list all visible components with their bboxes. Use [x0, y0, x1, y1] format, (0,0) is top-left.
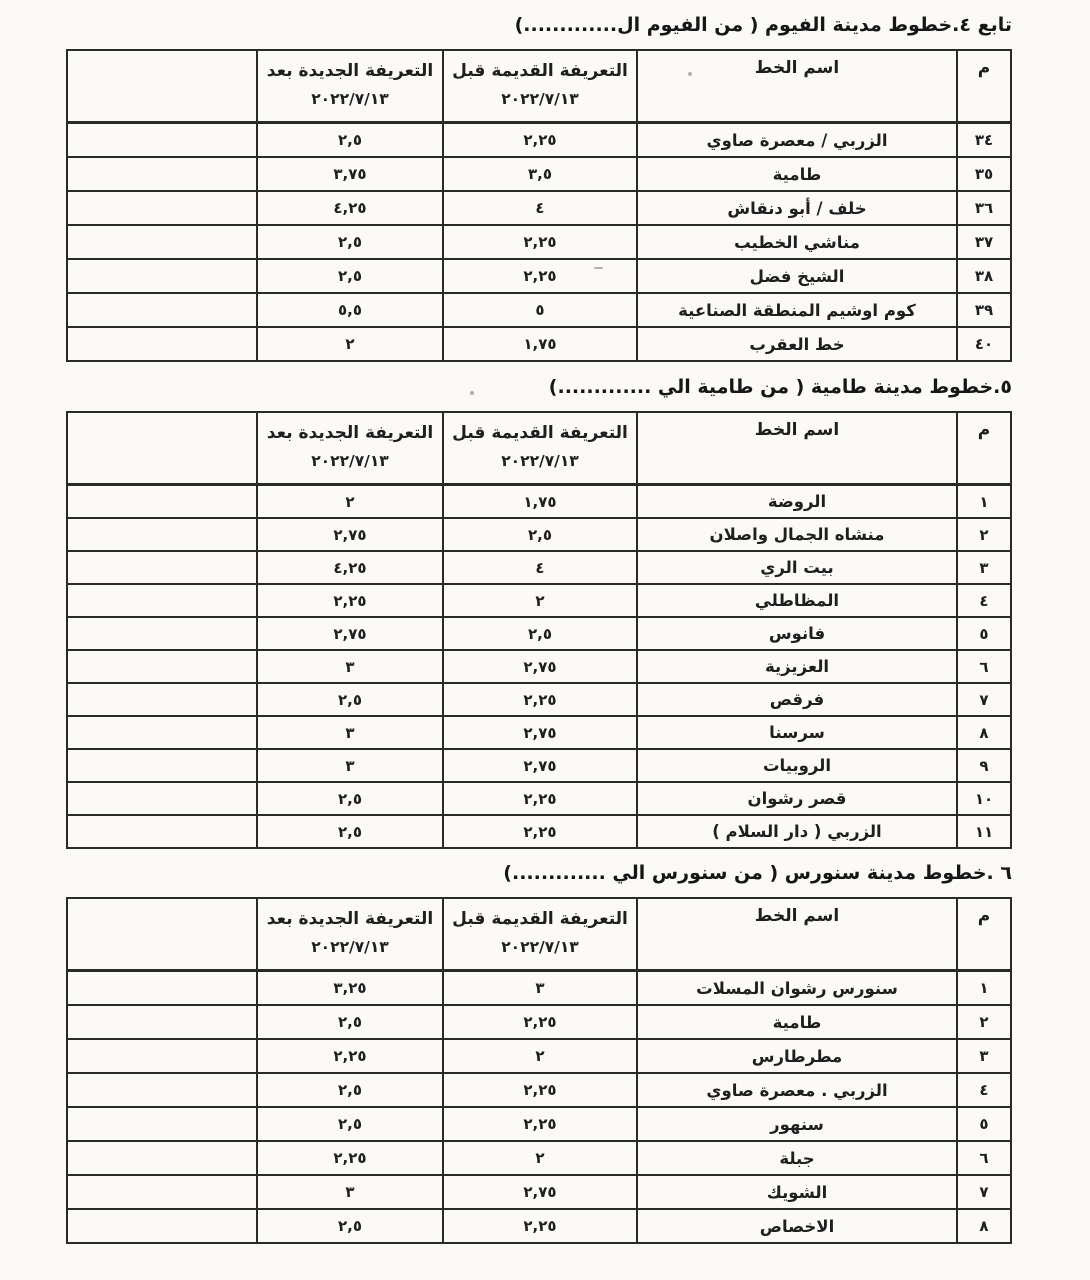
empty-cell — [67, 716, 257, 749]
row-number-cell: ٦ — [957, 650, 1011, 683]
new-tariff-cell: ٢,٥ — [257, 123, 443, 158]
row-number-cell: ٨ — [957, 716, 1011, 749]
line-name-cell: الشيخ فضل — [637, 259, 957, 293]
new-tariff-cell: ٢,٥ — [257, 1073, 443, 1107]
tariff-table-senouris — [66, 897, 1012, 1244]
old-tariff-cell: ٢,٢٥ — [443, 815, 637, 848]
empty-cell — [67, 749, 257, 782]
empty-cell — [67, 1107, 257, 1141]
table-row — [67, 683, 1011, 716]
header-date: ٢٠٢٢/٧/١٣ — [311, 90, 389, 108]
old-tariff-cell: ٢,٥ — [443, 617, 637, 650]
line-name-cell: الزربي / معصرة صاوي — [637, 123, 957, 158]
line-name-cell: الزربي . معصرة صاوي — [637, 1073, 957, 1107]
new-tariff-cell: ٣,٢٥ — [257, 971, 443, 1006]
new-tariff-cell: ٢,٥ — [257, 225, 443, 259]
old-tariff-cell: ٢,٢٥ — [443, 259, 637, 293]
old-tariff-cell: ٣,٥ — [443, 157, 637, 191]
row-number-cell: ٩ — [957, 749, 1011, 782]
table-row — [67, 485, 1011, 519]
tariff-table-tamiya — [66, 411, 1012, 849]
new-tariff-cell: ٣ — [257, 716, 443, 749]
empty-cell — [67, 518, 257, 551]
scan-speck — [470, 391, 474, 395]
header-row — [67, 412, 1011, 485]
header-row — [67, 50, 1011, 123]
line-name-cell: مناشي الخطيب — [637, 225, 957, 259]
header-line: التعريفة الجديدة بعد — [266, 909, 434, 929]
line-name-header: اسم الخط — [637, 50, 957, 123]
empty-cell — [67, 617, 257, 650]
empty-cell — [67, 1175, 257, 1209]
old-tariff-cell: ٢,٢٥ — [443, 683, 637, 716]
table-row — [67, 1039, 1011, 1073]
header-line: التعريفة القديمة قبل — [452, 423, 628, 443]
line-name-cell: قصر رشوان — [637, 782, 957, 815]
table-row — [67, 749, 1011, 782]
empty-cell — [67, 584, 257, 617]
empty-header — [67, 50, 257, 123]
table-row — [67, 650, 1011, 683]
empty-cell — [67, 1039, 257, 1073]
line-name-cell: الروضة — [637, 485, 957, 519]
header-line: التعريفة الجديدة بعد — [266, 61, 434, 81]
new-tariff-cell: ٢,٥ — [257, 782, 443, 815]
line-name-cell: بيت الري — [637, 551, 957, 584]
tamiya-lines-section — [68, 376, 1012, 849]
old-tariff-header — [443, 898, 637, 971]
table-row — [67, 225, 1011, 259]
old-tariff-header — [443, 412, 637, 485]
table-row — [67, 782, 1011, 815]
table-row — [67, 1209, 1011, 1243]
table-row — [67, 584, 1011, 617]
empty-cell — [67, 485, 257, 519]
empty-cell — [67, 971, 257, 1006]
table-row — [67, 1175, 1011, 1209]
old-tariff-cell: ٢,٧٥ — [443, 716, 637, 749]
section-title: ٥.خطوط مدينة طامية ( من طامية الي .............) — [548, 376, 1012, 398]
new-tariff-header — [257, 412, 443, 485]
row-number-cell: ٣٩ — [957, 293, 1011, 327]
header-line: التعريفة القديمة قبل — [452, 61, 628, 81]
row-number-cell: ٣٤ — [957, 123, 1011, 158]
table-row — [67, 293, 1011, 327]
line-name-cell: فرقص — [637, 683, 957, 716]
row-number-cell: ٤ — [957, 584, 1011, 617]
empty-cell — [67, 157, 257, 191]
empty-cell — [67, 683, 257, 716]
line-name-cell: الاخصاص — [637, 1209, 957, 1243]
row-number-cell: ٣٦ — [957, 191, 1011, 225]
line-name-cell: المظاطلي — [637, 584, 957, 617]
table-row — [67, 617, 1011, 650]
line-name-cell: العزيزية — [637, 650, 957, 683]
table-row — [67, 815, 1011, 848]
table-row — [67, 191, 1011, 225]
row-number-cell: ٤ — [957, 1073, 1011, 1107]
line-name-cell: منشاه الجمال واصلان — [637, 518, 957, 551]
table-row — [67, 123, 1011, 158]
old-tariff-cell: ٥ — [443, 293, 637, 327]
old-tariff-cell: ٢,٢٥ — [443, 1209, 637, 1243]
row-number-cell: ٥ — [957, 617, 1011, 650]
line-name-cell: سرسنا — [637, 716, 957, 749]
table-row — [67, 971, 1011, 1006]
header-row — [67, 898, 1011, 971]
line-name-cell: الشويك — [637, 1175, 957, 1209]
line-name-cell: سنهور — [637, 1107, 957, 1141]
old-tariff-cell: ٢,٢٥ — [443, 123, 637, 158]
new-tariff-cell: ٢,٢٥ — [257, 584, 443, 617]
old-tariff-cell: ٣ — [443, 971, 637, 1006]
row-number-cell: ١ — [957, 971, 1011, 1006]
new-tariff-cell: ٢,٥ — [257, 259, 443, 293]
empty-cell — [67, 191, 257, 225]
header-date: ٢٠٢٢/٧/١٣ — [311, 452, 389, 470]
old-tariff-cell: ٢,٧٥ — [443, 749, 637, 782]
old-tariff-header — [443, 50, 637, 123]
header-date: ٢٠٢٢/٧/١٣ — [501, 938, 579, 956]
old-tariff-cell: ٢ — [443, 584, 637, 617]
old-tariff-cell: ٢ — [443, 1039, 637, 1073]
new-tariff-cell: ٤,٢٥ — [257, 191, 443, 225]
table-row — [67, 1005, 1011, 1039]
scan-speck — [688, 72, 692, 76]
new-tariff-cell: ٢,٢٥ — [257, 1141, 443, 1175]
empty-cell — [67, 1141, 257, 1175]
old-tariff-cell: ٢,٢٥ — [443, 1005, 637, 1039]
empty-cell — [67, 551, 257, 584]
section-title: تابع ٤.خطوط مدينة الفيوم ( من الفيوم ال.............) — [514, 14, 1012, 36]
old-tariff-cell: ٢,٢٥ — [443, 1073, 637, 1107]
row-number-cell: ٥ — [957, 1107, 1011, 1141]
old-tariff-cell: ٢,٥ — [443, 518, 637, 551]
old-tariff-cell: ٢ — [443, 1141, 637, 1175]
header-line: التعريفة القديمة قبل — [452, 909, 628, 929]
old-tariff-cell: ٢,٢٥ — [443, 782, 637, 815]
empty-cell — [67, 327, 257, 361]
table-row — [67, 518, 1011, 551]
new-tariff-cell: ٢,٥ — [257, 1209, 443, 1243]
new-tariff-cell: ٢,٥ — [257, 683, 443, 716]
table-row — [67, 1107, 1011, 1141]
old-tariff-cell: ٢,٧٥ — [443, 1175, 637, 1209]
scan-speck — [594, 267, 603, 269]
new-tariff-header — [257, 50, 443, 123]
row-number-cell: ٧ — [957, 683, 1011, 716]
new-tariff-cell: ٢,٧٥ — [257, 518, 443, 551]
line-name-header: اسم الخط — [637, 412, 957, 485]
old-tariff-cell: ١,٧٥ — [443, 327, 637, 361]
row-number-cell: ٨ — [957, 1209, 1011, 1243]
line-name-cell: طامية — [637, 157, 957, 191]
table-row — [67, 327, 1011, 361]
line-name-cell: الزربي ( دار السلام ) — [637, 815, 957, 848]
new-tariff-cell: ٢,٧٥ — [257, 617, 443, 650]
empty-cell — [67, 1073, 257, 1107]
empty-cell — [67, 815, 257, 848]
empty-header — [67, 412, 257, 485]
new-tariff-cell: ٣ — [257, 749, 443, 782]
new-tariff-cell: ٣,٧٥ — [257, 157, 443, 191]
line-name-cell: خط العقرب — [637, 327, 957, 361]
empty-cell — [67, 650, 257, 683]
new-tariff-cell: ٢ — [257, 327, 443, 361]
header-date: ٢٠٢٢/٧/١٣ — [311, 938, 389, 956]
row-number-cell: ٤٠ — [957, 327, 1011, 361]
line-name-cell: كوم اوشيم المنطقة الصناعية — [637, 293, 957, 327]
empty-header — [67, 898, 257, 971]
empty-cell — [67, 782, 257, 815]
row-number-header: م — [957, 50, 1011, 123]
senouris-lines-section — [68, 862, 1012, 1244]
new-tariff-cell: ٤,٢٥ — [257, 551, 443, 584]
new-tariff-cell: ٥,٥ — [257, 293, 443, 327]
old-tariff-cell: ٢,٢٥ — [443, 1107, 637, 1141]
new-tariff-cell: ٢,٢٥ — [257, 1039, 443, 1073]
row-number-cell: ٢ — [957, 518, 1011, 551]
line-name-header: اسم الخط — [637, 898, 957, 971]
empty-cell — [67, 225, 257, 259]
table-row — [67, 551, 1011, 584]
row-number-header: م — [957, 412, 1011, 485]
row-number-header: م — [957, 898, 1011, 971]
row-number-cell: ٢ — [957, 1005, 1011, 1039]
new-tariff-cell: ٢,٥ — [257, 1005, 443, 1039]
old-tariff-cell: ٢,٧٥ — [443, 650, 637, 683]
line-name-cell: طامية — [637, 1005, 957, 1039]
row-number-cell: ١ — [957, 485, 1011, 519]
row-number-cell: ١٠ — [957, 782, 1011, 815]
new-tariff-cell: ٢,٥ — [257, 815, 443, 848]
line-name-cell: فانوس — [637, 617, 957, 650]
line-name-cell: الروبيات — [637, 749, 957, 782]
table-row — [67, 716, 1011, 749]
row-number-cell: ٣ — [957, 551, 1011, 584]
line-name-cell: خلف / أبو دنقاش — [637, 191, 957, 225]
old-tariff-cell: ٤ — [443, 551, 637, 584]
line-name-cell: سنورس رشوان المسلات — [637, 971, 957, 1006]
table-row — [67, 1073, 1011, 1107]
header-date: ٢٠٢٢/٧/١٣ — [501, 90, 579, 108]
empty-cell — [67, 1209, 257, 1243]
new-tariff-cell: ٢,٥ — [257, 1107, 443, 1141]
row-number-cell: ٣ — [957, 1039, 1011, 1073]
empty-cell — [67, 259, 257, 293]
old-tariff-cell: ٤ — [443, 191, 637, 225]
table-row — [67, 259, 1011, 293]
table-row — [67, 1141, 1011, 1175]
line-name-cell: جبلة — [637, 1141, 957, 1175]
new-tariff-cell: ٢ — [257, 485, 443, 519]
row-number-cell: ٣٥ — [957, 157, 1011, 191]
section-title: ٦ .خطوط مدينة سنورس ( من سنورس الي .............) — [503, 862, 1012, 884]
new-tariff-header — [257, 898, 443, 971]
tariff-table-fayoum — [66, 49, 1012, 362]
empty-cell — [67, 1005, 257, 1039]
row-number-cell: ٦ — [957, 1141, 1011, 1175]
old-tariff-cell: ١,٧٥ — [443, 485, 637, 519]
row-number-cell: ٧ — [957, 1175, 1011, 1209]
header-date: ٢٠٢٢/٧/١٣ — [501, 452, 579, 470]
row-number-cell: ٣٧ — [957, 225, 1011, 259]
header-line: التعريفة الجديدة بعد — [266, 423, 434, 443]
empty-cell — [67, 123, 257, 158]
row-number-cell: ١١ — [957, 815, 1011, 848]
old-tariff-cell: ٢,٢٥ — [443, 225, 637, 259]
table-row — [67, 157, 1011, 191]
line-name-cell: مطرطارس — [637, 1039, 957, 1073]
new-tariff-cell: ٣ — [257, 650, 443, 683]
new-tariff-cell: ٣ — [257, 1175, 443, 1209]
empty-cell — [67, 293, 257, 327]
fayoum-lines-section — [68, 14, 1012, 362]
row-number-cell: ٣٨ — [957, 259, 1011, 293]
